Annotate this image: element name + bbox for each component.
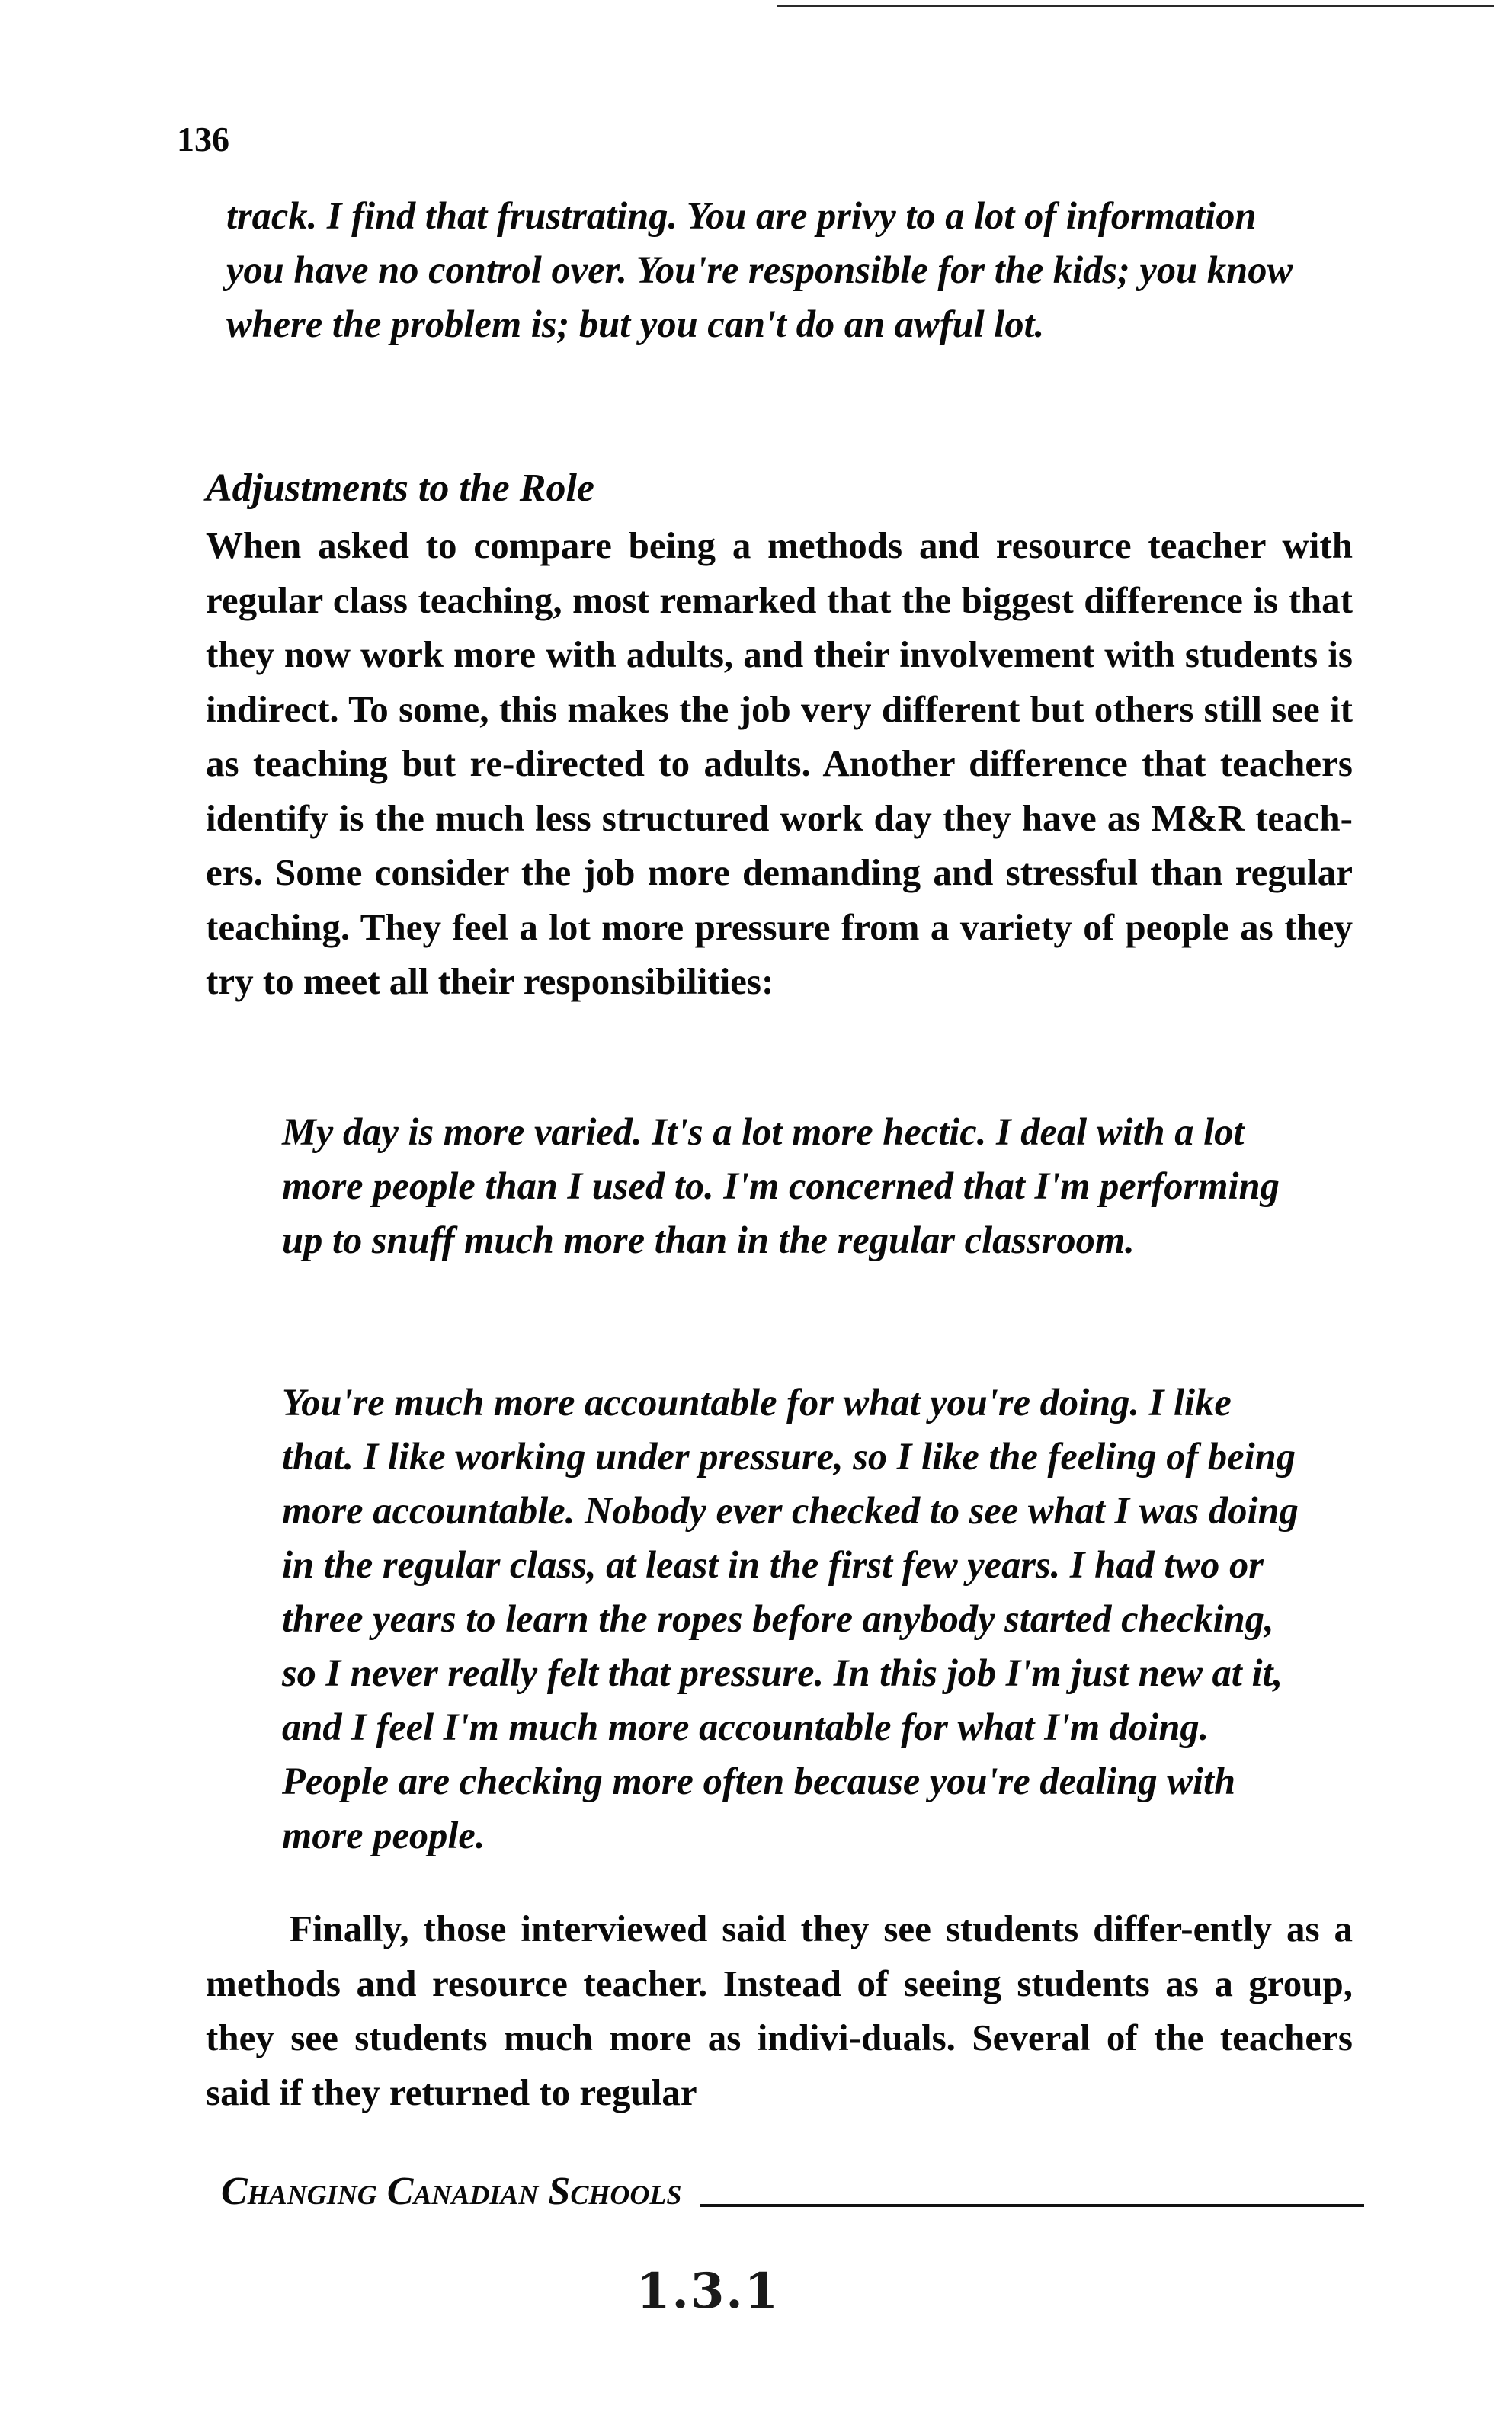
body-paragraph-1: When asked to compare being a methods and resource teacher with regular class teaching, most remarked that the biggest difference is that they now work more with adults, and their involvement with students is indirect. To some, this makes the job very different but others still see it as teaching but re-directed to adults. Another difference that teachers identify is the much less structured work day they have as M&R teach-ers. Some consider the job more demanding and stressful than regular teaching. They feel a lot more pressure from a variety of people as they try to meet all their responsibilities: (206, 524, 1353, 1002)
scan-edge-line (777, 5, 1494, 7)
footer-rule (700, 2204, 1364, 2207)
body-paragraph-2: Finally, those interviewed said they see students differ-ently as a methods and resource teacher. Instead of seeing students as a group, they see students much more as indivi-duals. Several of the teachers said if they returned to regular (206, 1908, 1353, 2113)
quote-continuation: track. I find that frustrating. You are privy to a lot of information you have no control over. You're responsible for the kids; you know where the problem is; but you can't do an awful lot. (226, 194, 1293, 345)
footer-book-title: Changing Canadian Schools (221, 2170, 682, 2213)
block-quote-1: My day is more varied. It's a lot more hectic. I deal with a lot more people than I used to. I'm concerned that I'm performing up to snuff much more than in the regular classroom. (282, 1110, 1280, 1261)
section-heading: Adjustments to the Role (206, 466, 594, 510)
block-quote-2: You're much more accountable for what you're doing. I like that. I like working under pressure, so I like the feeling of being more accountable. Nobody ever checked to see what I was doing in the regular class, at least in the first few years. I had two or three years to learn the ropes before anybody started checking, so I never really felt that pressure. In this job I'm just new at it, and I feel I'm much more accountable for what I'm doing. People are checking more often because you're dealing with more people. (282, 1381, 1299, 1856)
running-footer (221, 2172, 1364, 2212)
scan-page-mark: 1.3.1 (636, 2263, 780, 2320)
page-number: 136 (177, 120, 229, 159)
